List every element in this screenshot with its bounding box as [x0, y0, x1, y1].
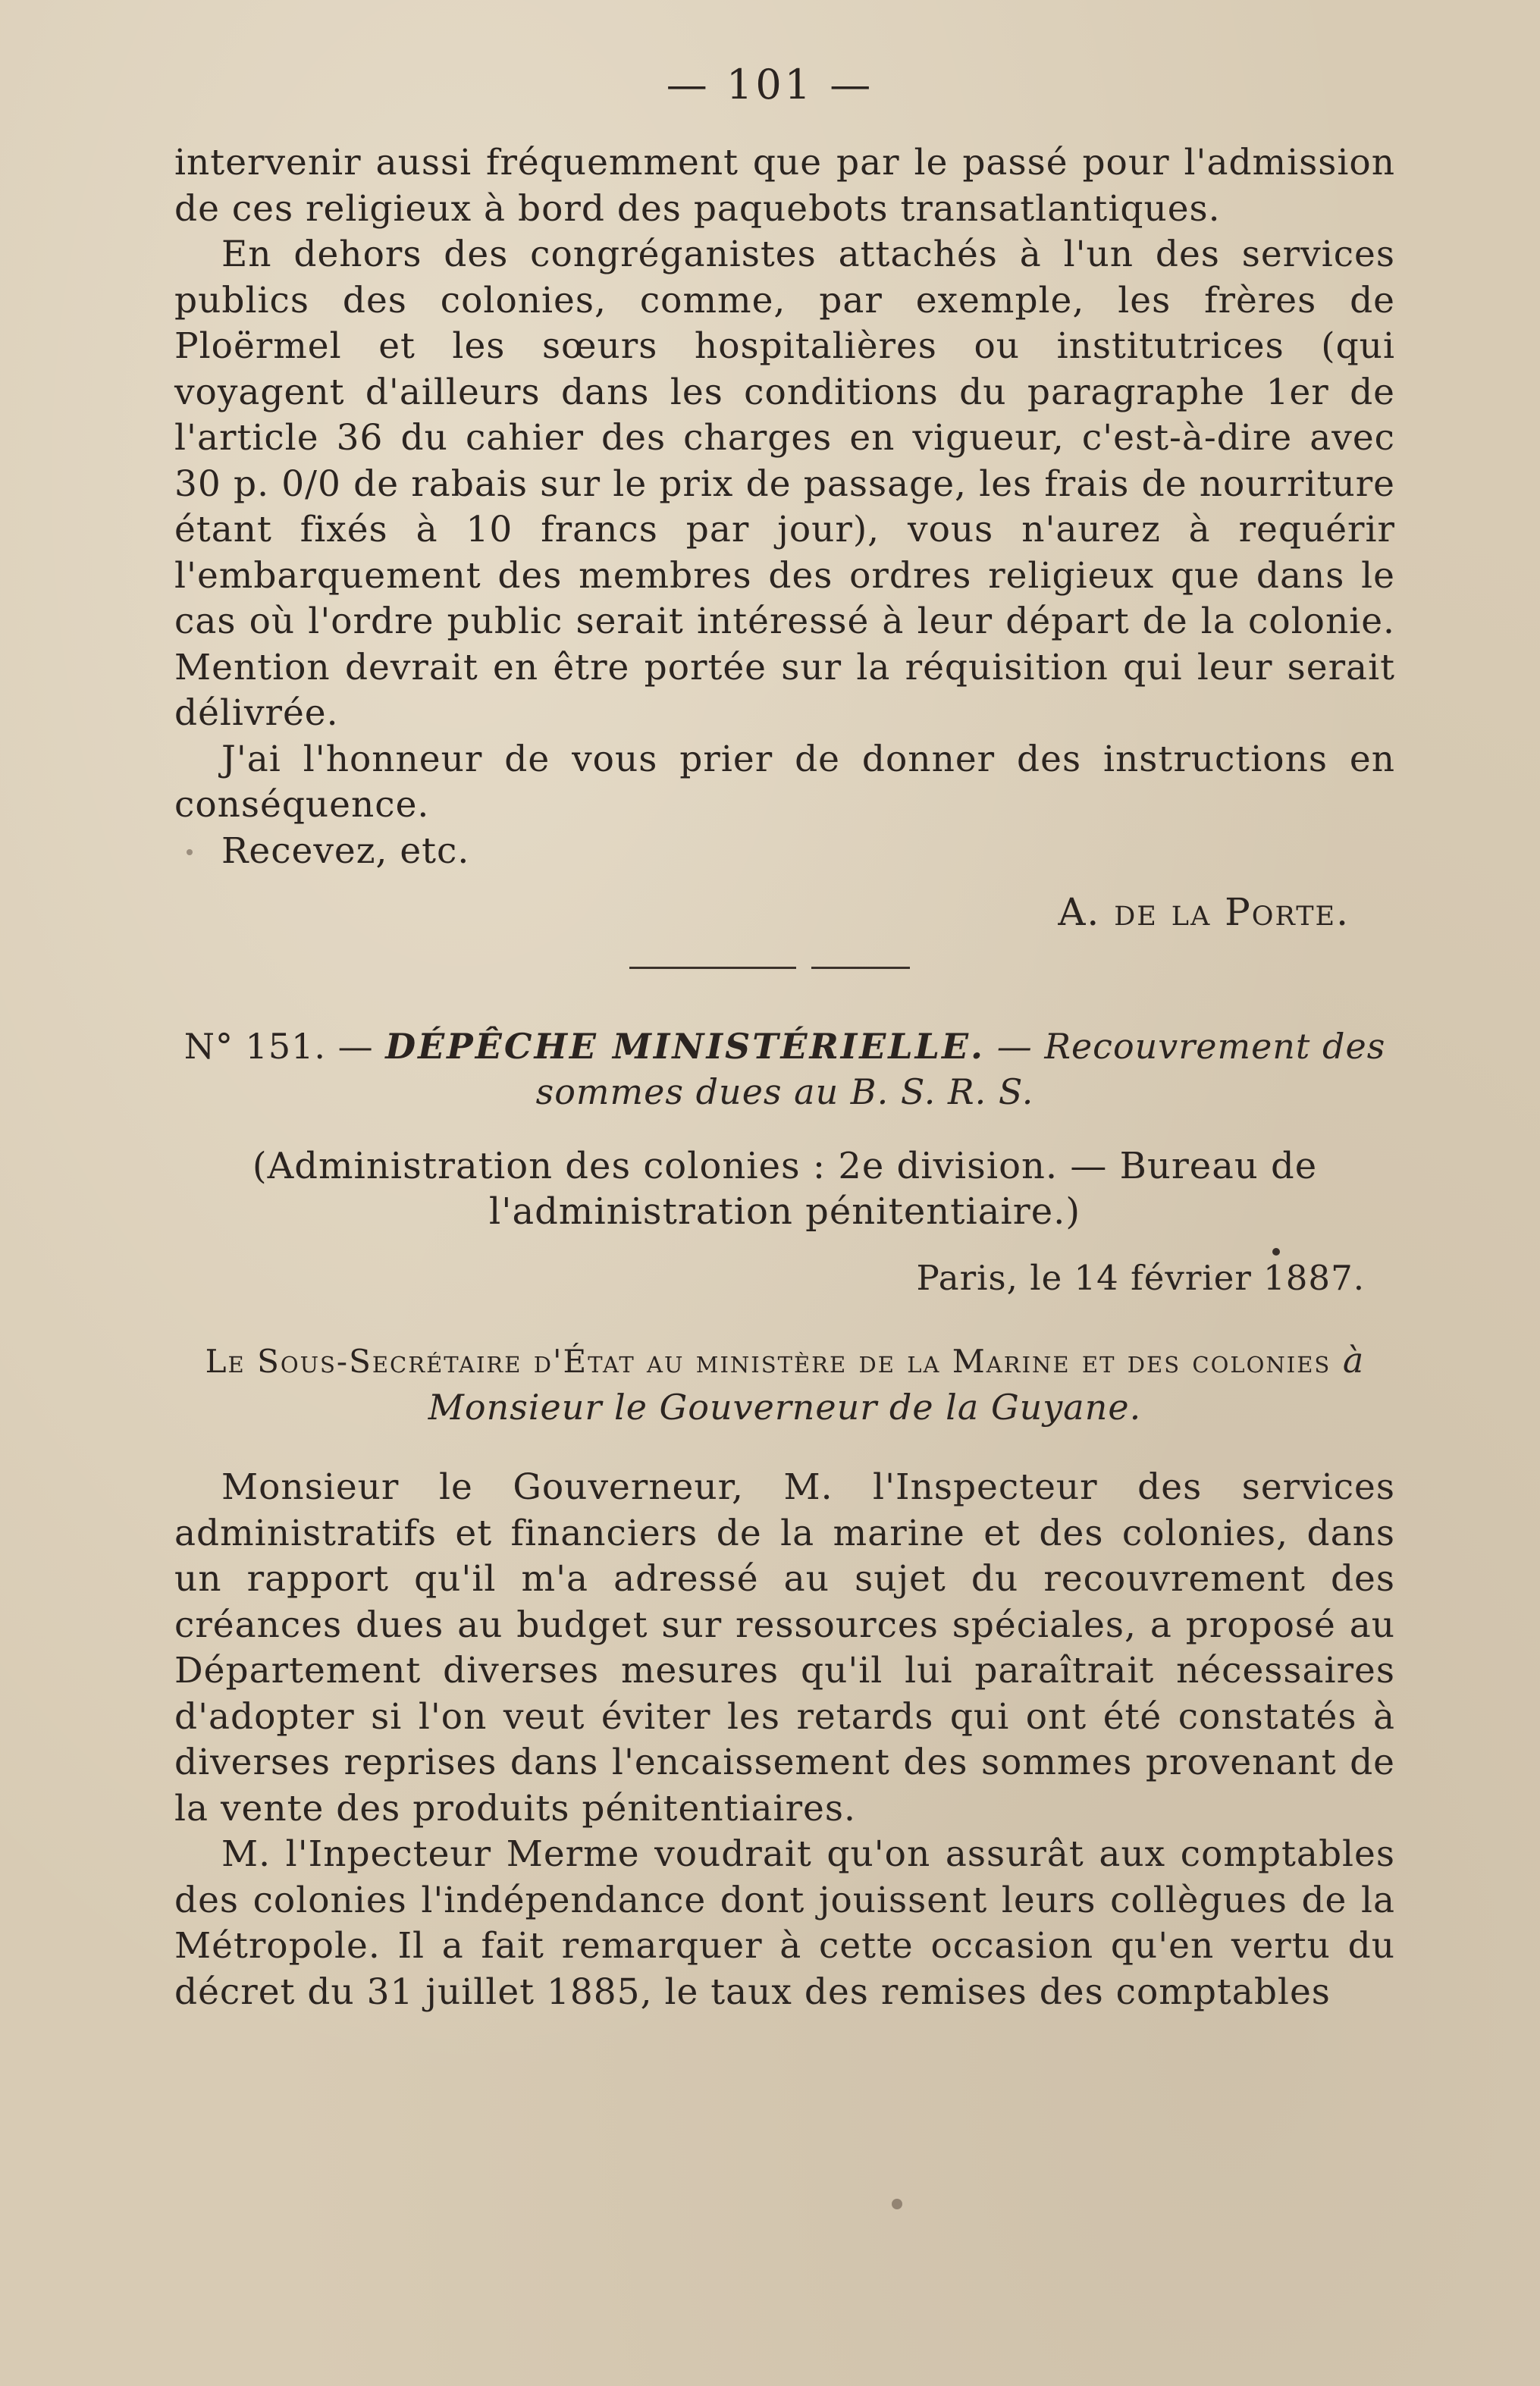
continued-letter [174, 140, 1395, 936]
paragraph-continued: intervenir aussi fréquemment que par le passé pour l'admission de ces religieux à bord des paquebots transatlantiques. [174, 142, 1395, 230]
separator-rule-long [629, 967, 796, 969]
administration-line: (Administration des colonies : 2e division. — Bureau de l'administration pénitentiaire.) [252, 1145, 1318, 1233]
dispatch-heading [174, 1024, 1395, 1115]
dispatch-subject: — Recouvrement des sommes dues au B. S. R. S. [535, 1026, 1386, 1112]
paragraph-merme: M. l'Inpecteur Merme voudrait qu'on assurât aux comptables des colonies l'indépendance dont jouissent leurs collègues de la Métropole. Il a fait remarquer à cette occasion qu'en vertu du décret du 31 juillet 1885, le taux des remises des comptables [174, 1833, 1395, 2013]
paragraph-congreganistes: En dehors des congréganistes attachés à l'un des services publics des colonies, comme, par exemple, les frères de Ploërmel et les sœurs hospitalières ou institutrices (qui voyagent d'ailleurs dans les conditions du paragraphe 1er de l'article 36 du cahier des charges en vigueur, c'est-à-dire avec 30 p. 0/0 de rabais sur le prix de passage, les frais de nourriture étant fixés à 10 francs par jour), vous n'aurez à requérir l'embarquement des membres des ordres religieux que dans le cas où l'ordre public serait intéressé à leur départ de la colonie. Mention devrait en être portée sur la réquisition qui leur serait délivrée. [174, 234, 1395, 734]
addressee-line [174, 1337, 1395, 1431]
sender: Le Sous-Secrétaire d'État au ministère de la Marine et des colonies [205, 1343, 1331, 1380]
paragraph-inspecteur: Monsieur le Gouverneur, M. l'Inspecteur des services administratifs et financiers de la marine et des colonies, dans un rapport qu'il m'a adressé au sujet du recouvrement des créances dues au budget sur ressources spéciales, a proposé au Département diverses mesures qu'il lui paraîtrait nécessaires d'adopter si l'on veut éviter les retards qui ont été constatés à diverses reprises dans l'encaissement des sommes provenant de la vente des produits pénitentiaires. [174, 1466, 1395, 1829]
closing-formula: Recevez, etc. [221, 829, 470, 872]
page-number: — 101 — [666, 61, 874, 108]
separator-rule-short [811, 967, 910, 969]
dispatch-number: N° 151. — [183, 1026, 386, 1067]
paragraph-instructions: J'ai l'honneur de vous prier de donner des instructions en conséquence. [174, 738, 1395, 826]
ink-dot [1272, 1248, 1280, 1256]
dispatch-kind: DÉPÊCHE MINISTÉRIELLE. [385, 1026, 986, 1067]
paper-fleck [187, 849, 193, 855]
dateline: Paris, le 14 février 1887. [916, 1258, 1365, 1298]
paper-fleck [892, 2199, 902, 2209]
dispatch-section [174, 1024, 1395, 2015]
recipient: à Monsieur le Gouverneur de la Guyane. [428, 1340, 1365, 1428]
signature: A. de la Porte. [1058, 890, 1350, 934]
